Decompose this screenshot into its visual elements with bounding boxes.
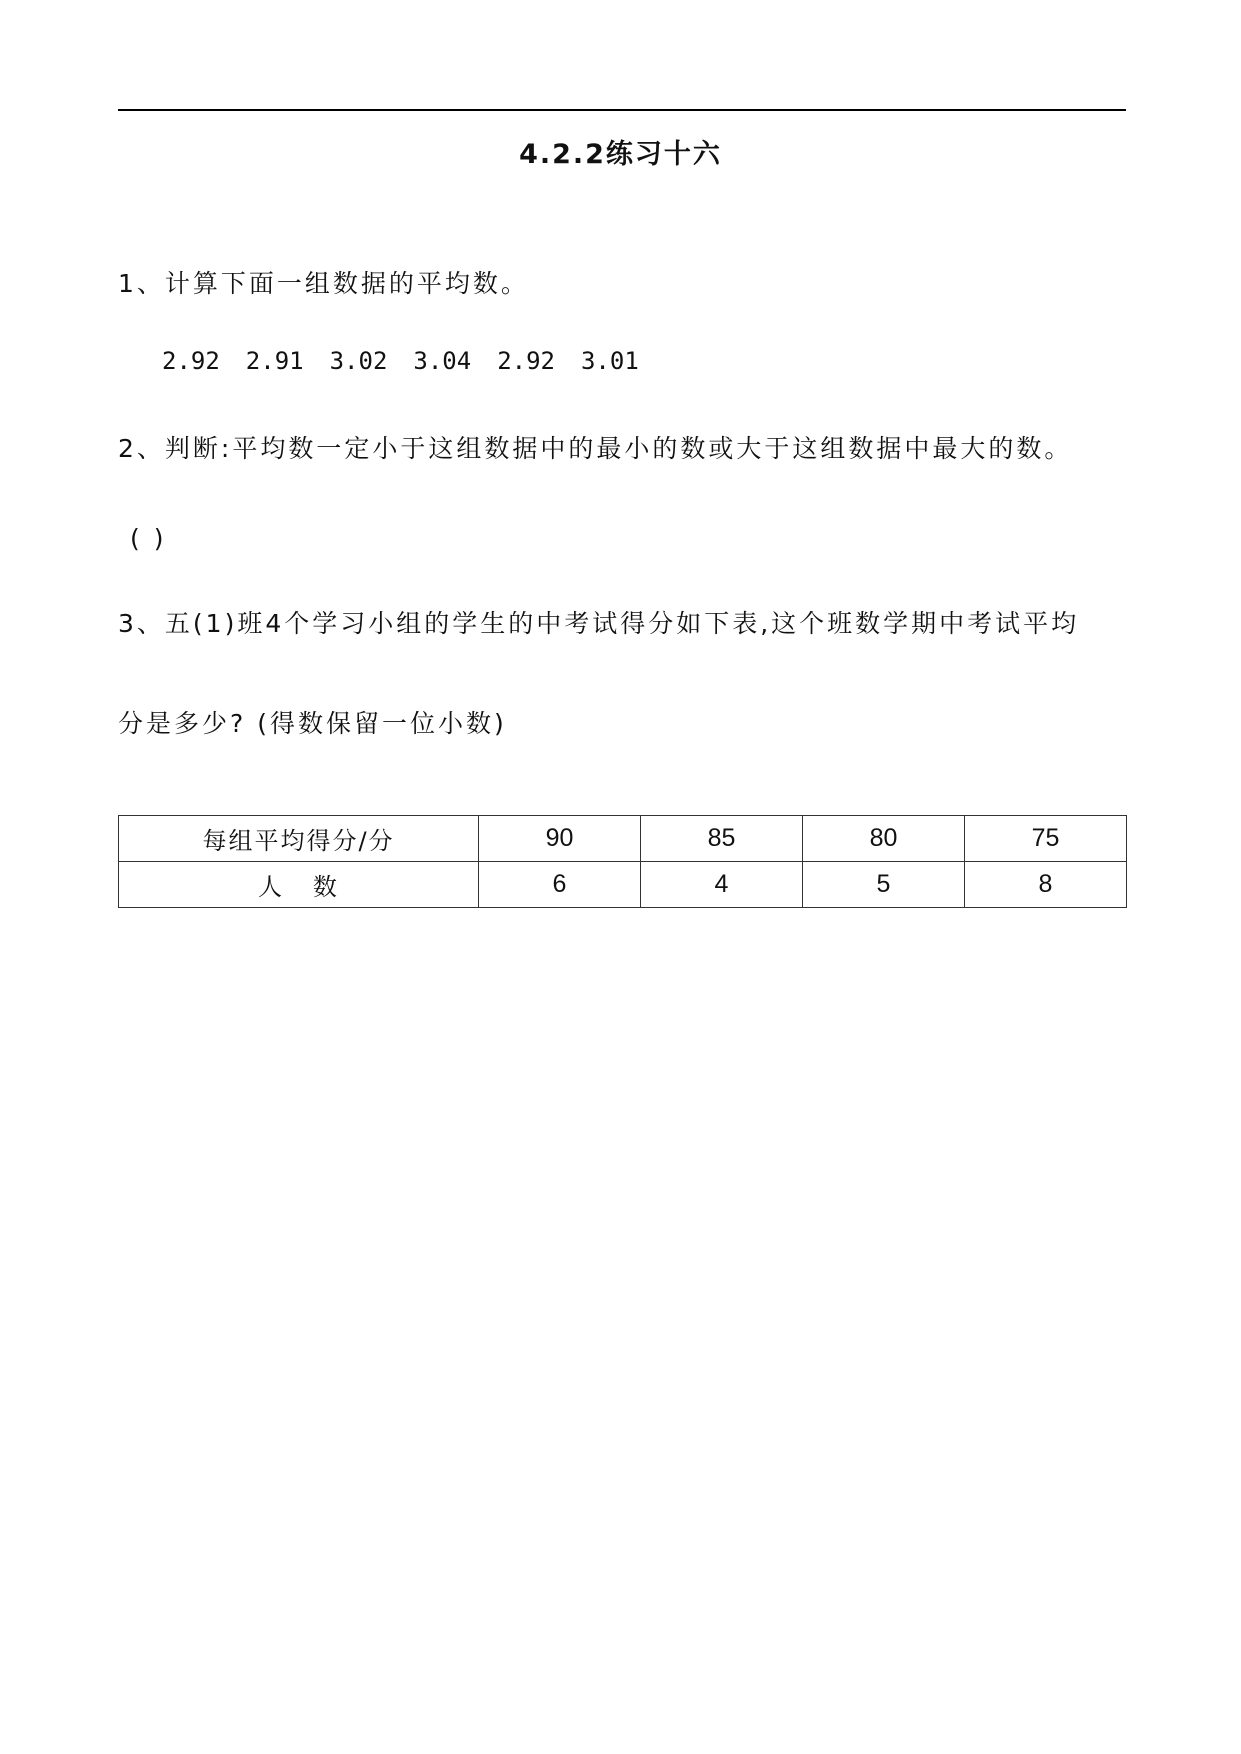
question-2-text: 2、判断:平均数一定小于这组数据中的最小的数或大于这组数据中最大的数。 [118, 434, 1073, 463]
page-title: 4.2.2练习十六 [519, 139, 722, 170]
data-value: 3.01 [580, 347, 639, 375]
table-cell: 4 [641, 862, 803, 908]
score-table [118, 815, 1127, 908]
data-value: 2.92 [497, 347, 555, 375]
question-1-data [162, 347, 639, 375]
table-cell: 6 [479, 862, 641, 908]
question-3-text-line2: 分是多少? (得数保留一位小数) [118, 709, 507, 738]
answer-blank: ( ) [130, 524, 167, 553]
data-value: 3.02 [329, 347, 388, 375]
data-value: 2.92 [162, 347, 220, 375]
data-value: 2.91 [245, 347, 304, 375]
header-rule [118, 109, 1126, 111]
table-cell: 8 [965, 862, 1127, 908]
table-row-header: 每组平均得分/分 [119, 816, 479, 862]
table-row [119, 816, 1127, 862]
table-cell: 5 [803, 862, 965, 908]
table-cell: 85 [641, 816, 803, 862]
table-row-header: 人 数 [119, 862, 479, 908]
table-cell: 75 [965, 816, 1127, 862]
table-row [119, 862, 1127, 908]
question-1-text: 1、计算下面一组数据的平均数。 [118, 269, 529, 298]
question-3-text-line1: 3、五(1)班4个学习小组的学生的中考试得分如下表,这个班数学期中考试平均 [118, 609, 1080, 638]
table-cell: 80 [803, 816, 965, 862]
data-value: 3.04 [413, 347, 472, 375]
table-cell: 90 [479, 816, 641, 862]
